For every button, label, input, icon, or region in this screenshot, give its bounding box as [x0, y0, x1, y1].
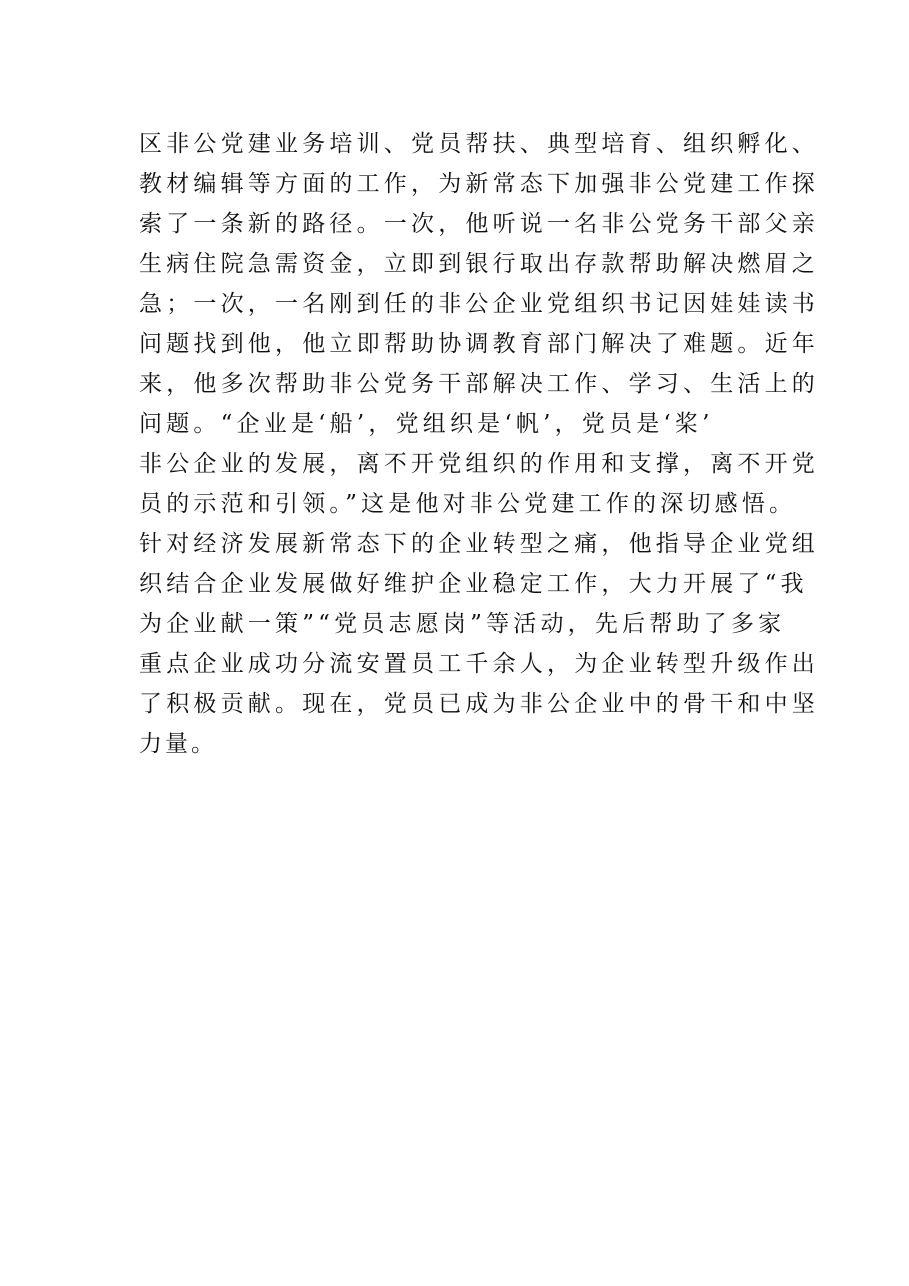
paragraph-line-1: 区非公党建业务培训、党员帮扶、典型培育、组织孵化、 [139, 131, 819, 157]
paragraph-line-9: 非公企业的发展，离不开党组织的作用和支撑，离不开党 [139, 451, 819, 477]
paragraph-line-4: 生病住院急需资金，立即到银行取出存款帮助解决燃眉之 [139, 251, 819, 277]
paragraph-line-16: 力量。 [139, 731, 217, 757]
paragraph-line-8: 问题。“企业是‘船’，党组织是‘帆’，党员是‘桨’ [139, 411, 714, 437]
paragraph-line-3: 索了一条新的路径。一次，他听说一名非公党务干部父亲 [139, 211, 819, 237]
paragraph-line-7: 来，他多次帮助非公党务干部解决工作、学习、生活上的 [139, 371, 819, 397]
body-paragraph [139, 124, 819, 764]
paragraph-line-6: 问题找到他，他立即帮助协调教育部门解决了难题。近年 [139, 331, 819, 357]
paragraph-line-2: 教材编辑等方面的工作，为新常态下加强非公党建工作探 [139, 171, 819, 197]
paragraph-line-14: 重点企业成功分流安置员工千余人，为企业转型升级作出 [139, 651, 819, 677]
paragraph-line-11: 针对经济发展新常态下的企业转型之痛，他指导企业党组 [139, 531, 819, 557]
paragraph-line-10: 员的示范和引领。”这是他对非公党建工作的深切感悟。 [139, 491, 797, 517]
paragraph-line-13: 为企业献一策”“党员志愿岗”等活动，先后帮助了多家 [139, 611, 786, 637]
paragraph-line-5: 急；一次，一名刚到任的非公企业党组织书记因娃娃读书 [139, 291, 819, 317]
paragraph-line-12: 织结合企业发展做好维护企业稳定工作，大力开展了“我 [139, 571, 808, 597]
paragraph-line-15: 了积极贡献。现在，党员已成为非公企业中的骨干和中坚 [139, 691, 819, 717]
